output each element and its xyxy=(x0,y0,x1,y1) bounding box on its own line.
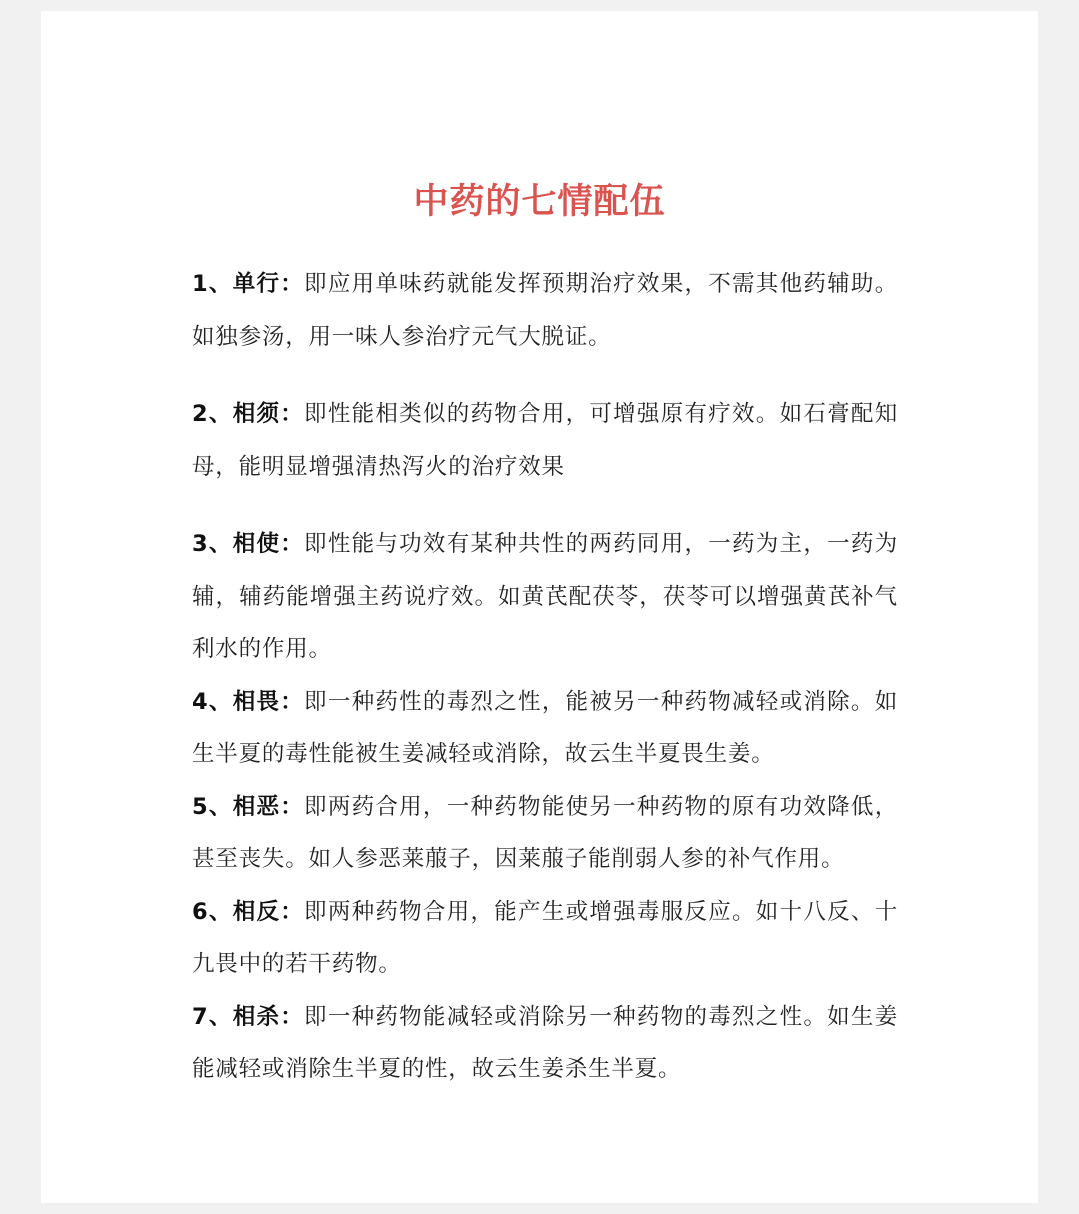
list-item-6 xyxy=(192,886,898,991)
list-item-2 xyxy=(192,388,898,493)
item-label-2: 2、相须： xyxy=(192,401,305,427)
item-label-4: 4、相畏： xyxy=(192,688,305,715)
list-item-3 xyxy=(192,518,898,676)
item-text-6: 即两种药物合用，能产生或增强毒服反应。如十八反、十九畏中的若干药物。 xyxy=(192,898,898,977)
document-page xyxy=(41,11,1038,1203)
list-item-7 xyxy=(192,991,898,1096)
document-title: 中药的七情配伍 xyxy=(413,182,666,222)
item-label-1: 1、单行： xyxy=(192,271,305,297)
item-text-2: 即性能相类似的药物合用，可增强原有疗效。如石膏配知母，能明显增强清热泻火的治疗效果 xyxy=(192,401,898,480)
item-label-7: 7、相杀： xyxy=(192,1003,305,1030)
item-label-5: 5、相恶： xyxy=(192,793,305,820)
item-label-6: 6、相反： xyxy=(192,898,305,925)
document-body xyxy=(192,258,898,1096)
item-text-3: 即性能与功效有某种共性的两药同用，一药为主，一药为辅，辅药能增强主药说疗效。如黄芪配茯苓，茯苓可以增强黄芪补气利水的作用。 xyxy=(192,531,898,662)
list-item-5 xyxy=(192,781,898,886)
item-text-4: 即一种药性的毒烈之性，能被另一种药物减轻或消除。如生半夏的毒性能被生姜减轻或消除，故云生半夏畏生姜。 xyxy=(192,688,898,767)
item-text-1: 即应用单味药就能发挥预期治疗效果，不需其他药辅助。如独参汤，用一味人参治疗元气大脱证。 xyxy=(192,271,898,350)
item-text-7: 即一种药物能减轻或消除另一种药物的毒烈之性。如生姜能减轻或消除生半夏的性，故云生姜杀生半夏。 xyxy=(192,1003,898,1082)
list-item-1 xyxy=(192,258,898,363)
list-item-4 xyxy=(192,676,898,781)
item-text-5: 即两药合用，一种药物能使另一种药物的原有功效降低，甚至丧失。如人参恶莱菔子，因莱菔子能削弱人参的补气作用。 xyxy=(192,793,898,872)
item-label-3: 3、相使： xyxy=(192,531,305,557)
